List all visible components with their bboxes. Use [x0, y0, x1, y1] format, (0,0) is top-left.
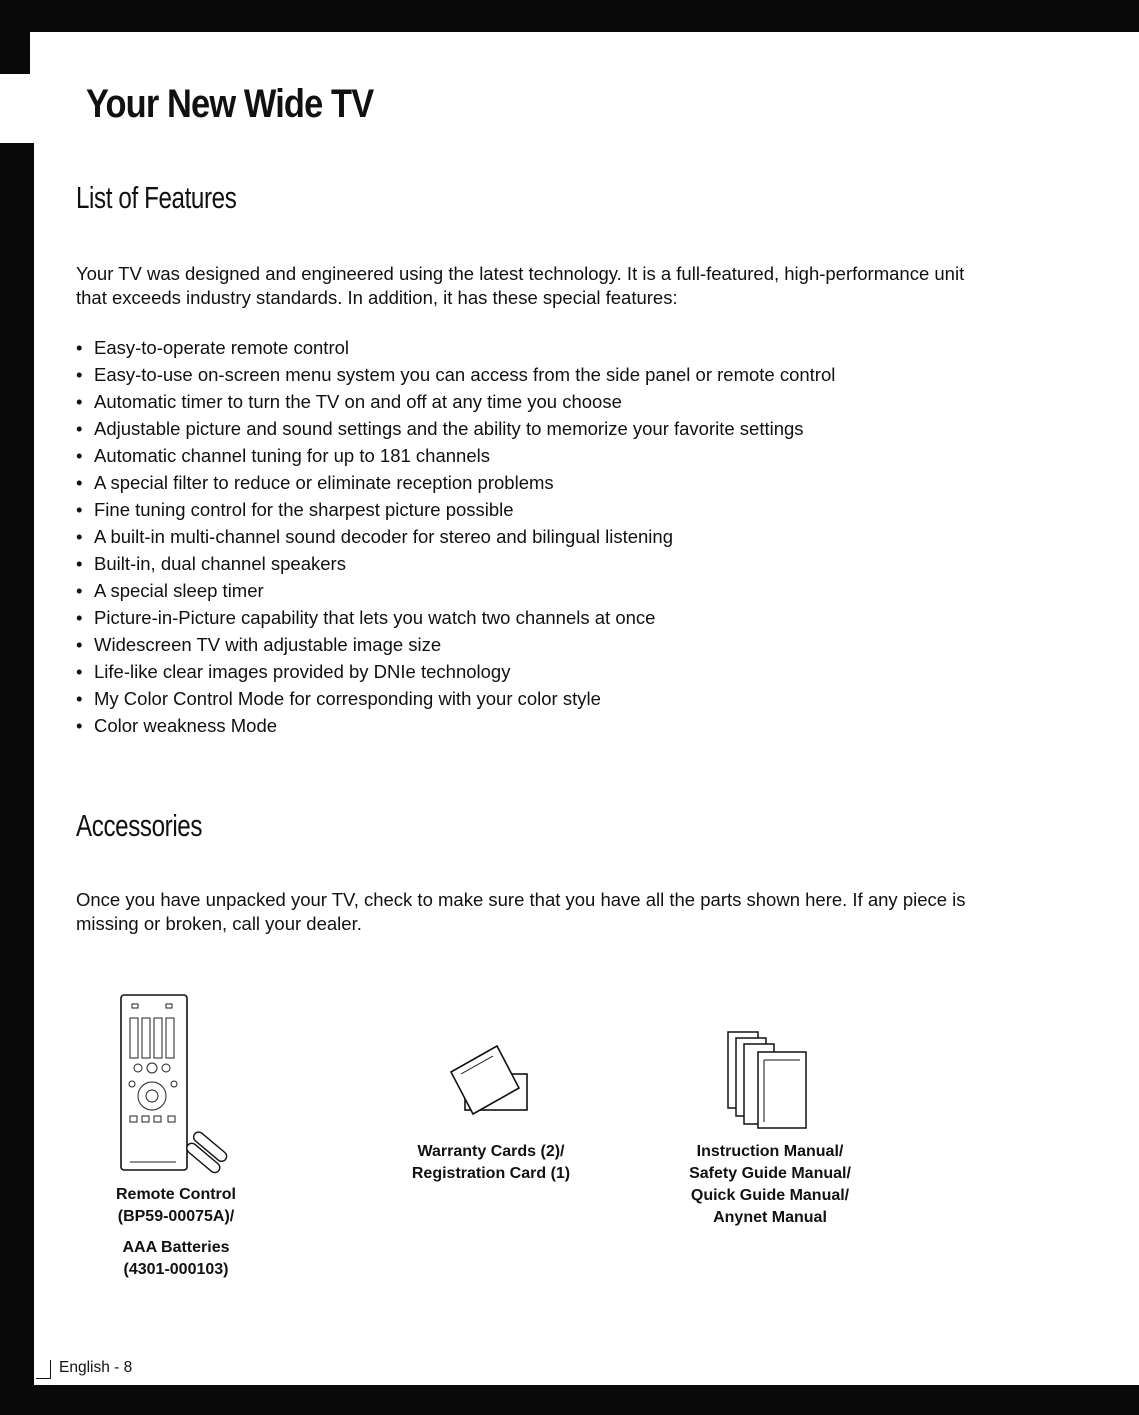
- bullet-icon: •: [76, 418, 83, 439]
- bullet-icon: •: [76, 715, 83, 736]
- instruction-manual-label: Instruction Manual/: [696, 1143, 844, 1160]
- list-item: • A built-in multi-channel sound decoder for stereo and bilingual listening: [76, 523, 835, 550]
- page-title: Your New Wide TV: [86, 82, 374, 126]
- top-border-bar: [0, 0, 1139, 32]
- manuals-caption: [664, 1141, 876, 1229]
- list-item: • A special sleep timer: [76, 577, 835, 604]
- quick-guide-label: Quick Guide Manual/: [690, 1187, 850, 1204]
- list-item: • Color weakness Mode: [76, 712, 835, 739]
- cards-caption: [384, 1141, 598, 1185]
- list-item: • Widescreen TV with adjustable image size: [76, 631, 835, 658]
- list-item: • Easy-to-use on-screen menu system you can access from the side panel or remote control: [76, 361, 835, 388]
- left-edge-bar-lower: [0, 1360, 34, 1385]
- left-edge-tab: [0, 0, 30, 74]
- bullet-icon: •: [76, 337, 83, 358]
- list-item: • Life-like clear images provided by DNIe technology: [76, 658, 835, 685]
- remote-part-number: (BP59-00075A)/: [117, 1208, 235, 1225]
- list-item: • My Color Control Mode for corresponding with your color style: [76, 685, 835, 712]
- left-edge-bar: [0, 143, 34, 1360]
- safety-guide-label: Safety Guide Manual/: [689, 1165, 851, 1182]
- list-item: • Adjustable picture and sound settings and the ability to memorize your favorite settings: [76, 415, 835, 442]
- bullet-icon: •: [76, 391, 83, 412]
- bullet-icon: •: [76, 634, 83, 655]
- anynet-manual-label: Anynet Manual: [713, 1209, 827, 1226]
- warranty-cards-label: Warranty Cards (2)/: [417, 1143, 565, 1160]
- batteries-part-number: (4301-000103): [123, 1261, 229, 1278]
- page-number: English - 8: [59, 1359, 133, 1376]
- features-intro: Your TV was designed and engineered using the latest technology. It is a full-featured, high-performance unit that exceeds industry standards. In addition, it has these special features:: [76, 263, 965, 308]
- bullet-icon: •: [76, 661, 83, 682]
- bullet-icon: •: [76, 472, 83, 493]
- bullet-icon: •: [76, 499, 83, 520]
- bullet-icon: •: [76, 607, 83, 628]
- list-item: • Picture-in-Picture capability that lets you watch two channels at once: [76, 604, 835, 631]
- bullet-icon: •: [76, 553, 83, 574]
- bullet-icon: •: [76, 688, 83, 709]
- bullet-icon: •: [76, 580, 83, 601]
- list-item: • Fine tuning control for the sharpest picture possible: [76, 496, 835, 523]
- remote-label: Remote Control: [116, 1186, 236, 1203]
- remote-control-caption: [88, 1184, 264, 1281]
- list-item: • A special filter to reduce or eliminate reception problems: [76, 469, 835, 496]
- cards-icon: [447, 1040, 537, 1116]
- bullet-icon: •: [76, 364, 83, 385]
- manuals-icon: [722, 1030, 812, 1132]
- registration-card-label: Registration Card (1): [411, 1165, 571, 1182]
- list-item: • Easy-to-operate remote control: [76, 334, 835, 361]
- accessories-intro: Once you have unpacked your TV, check to make sure that you have all the parts shown here. If any piece is missing or broken, call your dealer.: [76, 889, 966, 934]
- features-list: [76, 334, 835, 739]
- bullet-icon: •: [76, 445, 83, 466]
- list-item: • Built-in, dual channel speakers: [76, 550, 835, 577]
- list-item: • Automatic timer to turn the TV on and off at any time you choose: [76, 388, 835, 415]
- list-item: • Automatic channel tuning for up to 181 channels: [76, 442, 835, 469]
- remote-control-icon: [118, 992, 248, 1177]
- accessories-heading: Accessories: [76, 808, 203, 843]
- batteries-label: AAA Batteries: [122, 1239, 230, 1256]
- features-heading: List of Features: [76, 180, 237, 215]
- bottom-border-bar: [0, 1385, 1139, 1415]
- footer-corner-mark: [36, 1360, 51, 1379]
- bullet-icon: •: [76, 526, 83, 547]
